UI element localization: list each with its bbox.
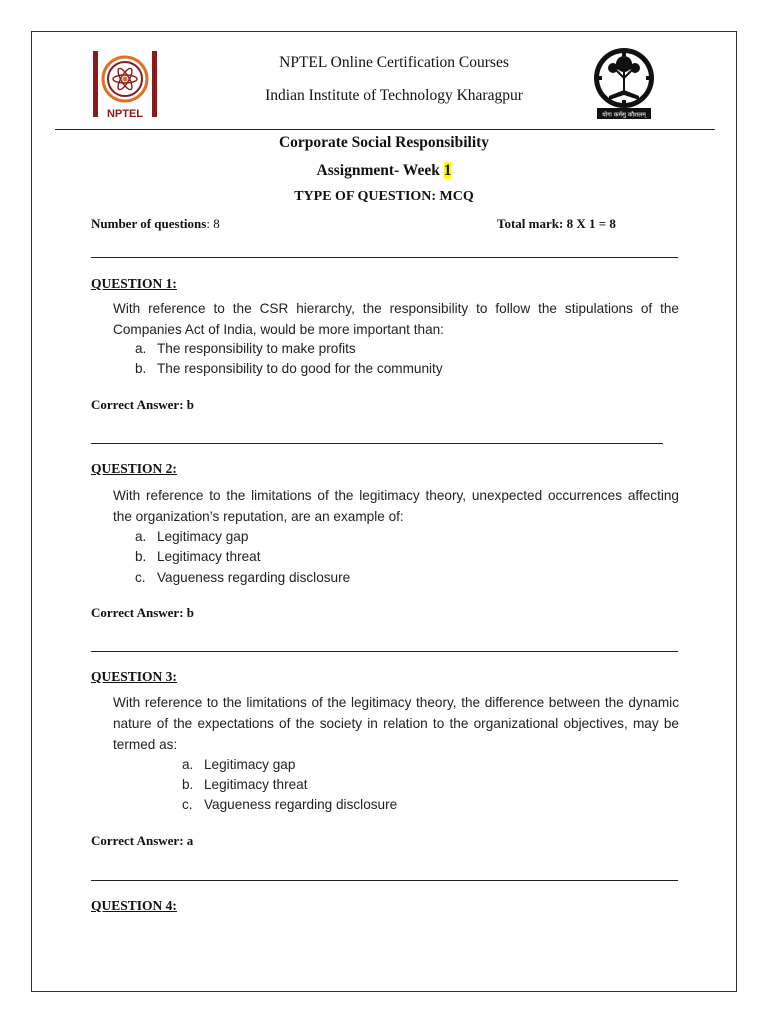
question-3-option-b: b. Legitimacy threat — [182, 777, 308, 792]
question-1-text: With reference to the CSR hierarchy, the responsibility to follow the stipulations of the Companies Act of India, would be more important than: — [113, 301, 679, 337]
assignment-prefix: Assignment- Week — [316, 162, 444, 179]
question-2-answer: Correct Answer: b — [91, 605, 195, 620]
question-2-option-c: c. Vagueness regarding disclosure — [135, 570, 351, 585]
question-4-heading: QUESTION 4: — [91, 898, 177, 913]
question-2-option-b: b. Legitimacy threat — [135, 549, 261, 564]
total-mark: Total mark: 8 X 1 = 8 — [497, 216, 616, 231]
divider — [91, 880, 678, 881]
iit-kharagpur-logo — [589, 44, 659, 122]
week-number: 1 — [443, 162, 452, 179]
divider — [91, 651, 678, 652]
course-title: Corporate Social Responsibility — [278, 134, 490, 151]
question-3-option-c: c. Vagueness regarding disclosure — [182, 797, 398, 812]
question-1-option-b: b. The responsibility to do good for the community — [135, 361, 443, 376]
question-type: TYPE OF QUESTION: MCQ — [294, 189, 474, 204]
header-line-1: NPTEL Online Certification Courses — [279, 54, 509, 71]
question-1-answer: Correct Answer: b — [91, 397, 195, 412]
number-of-questions — [91, 216, 220, 232]
iit-motto-text: योगः कर्मसु कौशलम् — [602, 111, 646, 119]
question-3-text: With reference to the limitations of the legitimacy theory, the difference between the dynamic nature of the expectations of the society in relation to the organizational objectives, may be termed as: — [113, 695, 679, 752]
num-questions-label: Number of questions — [91, 216, 207, 231]
question-3-heading: QUESTION 3: — [91, 669, 177, 684]
question-1-heading: QUESTION 1: — [91, 276, 177, 291]
nptel-logo — [91, 49, 159, 121]
question-2-heading: QUESTION 2: — [91, 461, 177, 476]
divider — [91, 257, 678, 258]
question-2-option-a: a. Legitimacy gap — [135, 529, 249, 544]
divider — [91, 443, 663, 444]
header-line-2: Indian Institute of Technology Kharagpur — [265, 87, 523, 104]
question-2-text: With reference to the limitations of the legitimacy theory, unexpected occurrences affecting the organization’s reputation, are an example of: — [113, 488, 679, 524]
num-questions-value: : 8 — [206, 216, 220, 231]
header-rule — [55, 129, 715, 130]
question-1-option-a: a. The responsibility to make profits — [135, 341, 356, 356]
question-3-option-a: a. Legitimacy gap — [182, 757, 296, 772]
nptel-logo-text: NPTEL — [106, 108, 144, 120]
question-3-answer: Correct Answer: a — [91, 833, 194, 848]
assignment-title — [184, 162, 584, 180]
